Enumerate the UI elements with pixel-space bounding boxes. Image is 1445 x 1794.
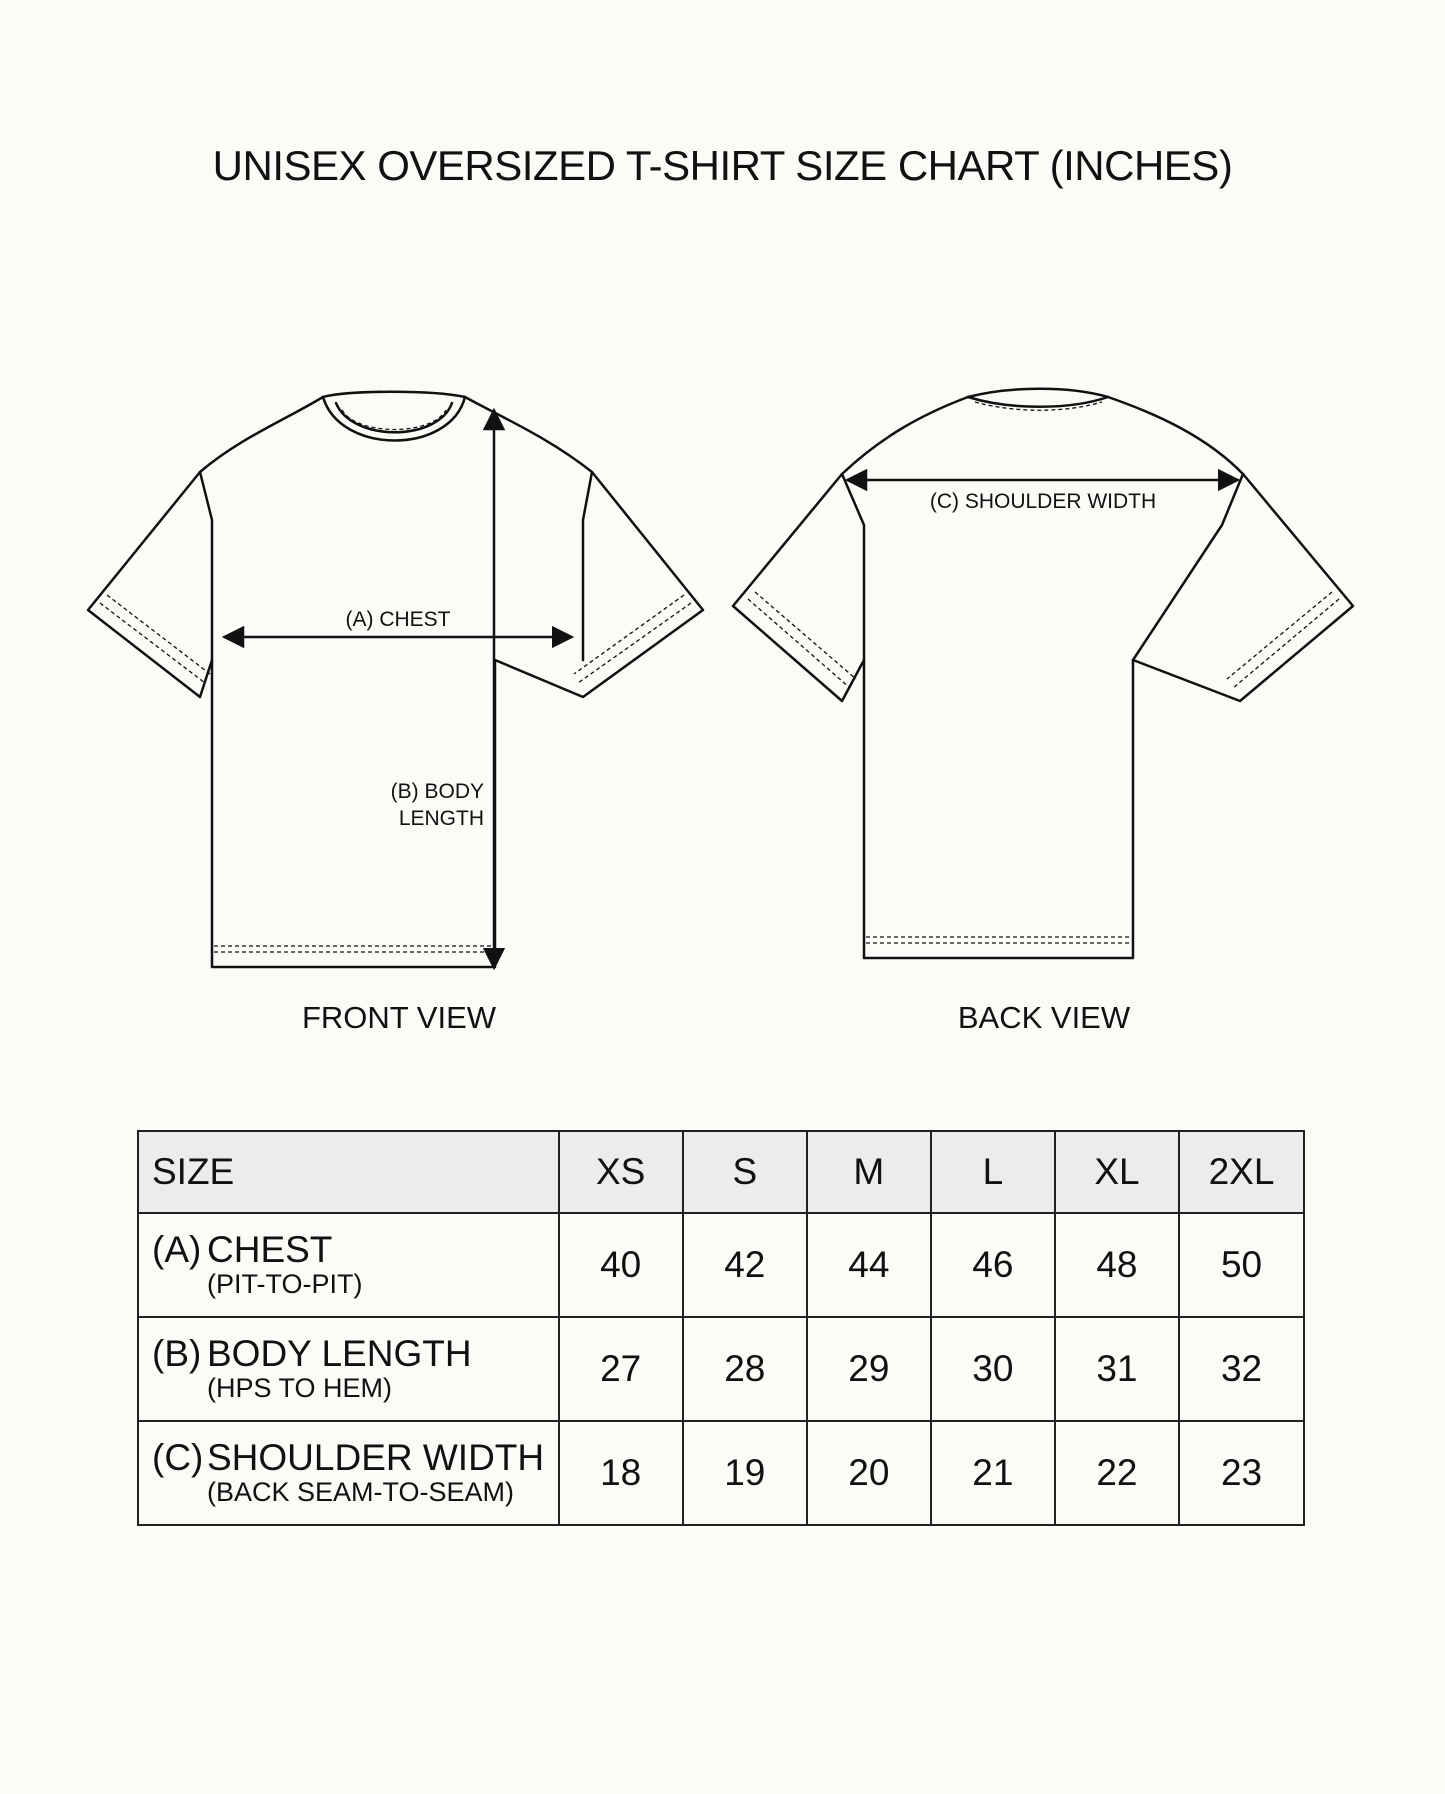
- value-cell: 19: [683, 1421, 807, 1525]
- back-view-label: BACK VIEW: [957, 1000, 1131, 1035]
- measurement-name: SHOULDER WIDTH: [207, 1437, 545, 1478]
- measurement-name-cell: [138, 1421, 559, 1525]
- table-row-shoulder-width: [138, 1421, 1304, 1525]
- header-cell-m: M: [807, 1131, 931, 1213]
- value-cell: 21: [931, 1421, 1055, 1525]
- measurement-subtitle: (PIT-TO-PIT): [207, 1269, 363, 1299]
- value-cell: 18: [559, 1421, 683, 1525]
- header-cell-l: L: [931, 1131, 1055, 1213]
- header-cell-xl: XL: [1055, 1131, 1179, 1213]
- table-row-body-length: [138, 1317, 1304, 1421]
- value-cell: 31: [1055, 1317, 1179, 1421]
- value-cell: 29: [807, 1317, 931, 1421]
- front-view-label: FRONT VIEW: [301, 1000, 497, 1035]
- header-cell-xs: XS: [559, 1131, 683, 1213]
- value-cell: 20: [807, 1421, 931, 1525]
- table-header-row: [138, 1131, 1304, 1213]
- value-cell: 23: [1179, 1421, 1304, 1525]
- value-cell: 27: [559, 1317, 683, 1421]
- value-cell: 42: [683, 1213, 807, 1317]
- value-cell: 22: [1055, 1421, 1179, 1525]
- header-cell-size: SIZE: [138, 1131, 559, 1213]
- table-row-chest: [138, 1213, 1304, 1317]
- measurement-subtitle: (HPS TO HEM): [207, 1373, 393, 1403]
- page-title: UNISEX OVERSIZED T-SHIRT SIZE CHART (INCHES): [212, 142, 1233, 189]
- measurement-name: BODY LENGTH: [207, 1333, 472, 1374]
- value-cell: 30: [931, 1317, 1055, 1421]
- value-cell: 44: [807, 1213, 931, 1317]
- chest-label: (A) CHEST: [345, 608, 451, 631]
- shoulder-width-label: (C) SHOULDER WIDTH: [929, 490, 1157, 513]
- header-cell-s: S: [683, 1131, 807, 1213]
- front-tshirt-outline: [88, 392, 703, 967]
- front-tshirt-stitching: [100, 410, 691, 952]
- body-length-label-line2: LENGTH: [398, 807, 484, 830]
- value-cell: 32: [1179, 1317, 1304, 1421]
- measurement-name: CHEST: [207, 1229, 333, 1270]
- value-cell: 28: [683, 1317, 807, 1421]
- measurement-letter: (B): [152, 1333, 202, 1374]
- value-cell: 40: [559, 1213, 683, 1317]
- measurement-letter: (A): [152, 1229, 202, 1270]
- value-cell: 46: [931, 1213, 1055, 1317]
- measurement-subtitle: (BACK SEAM-TO-SEAM): [207, 1477, 515, 1507]
- measurement-letter: (C): [152, 1437, 204, 1478]
- back-tshirt-outline: [733, 389, 1353, 958]
- measurement-name-cell: [138, 1213, 559, 1317]
- header-cell-2xl: 2XL: [1179, 1131, 1304, 1213]
- value-cell: 48: [1055, 1213, 1179, 1317]
- measurement-name-cell: [138, 1317, 559, 1421]
- body-length-label-line1: (B) BODY: [390, 780, 484, 803]
- value-cell: 50: [1179, 1213, 1304, 1317]
- size-table: [137, 1130, 1305, 1526]
